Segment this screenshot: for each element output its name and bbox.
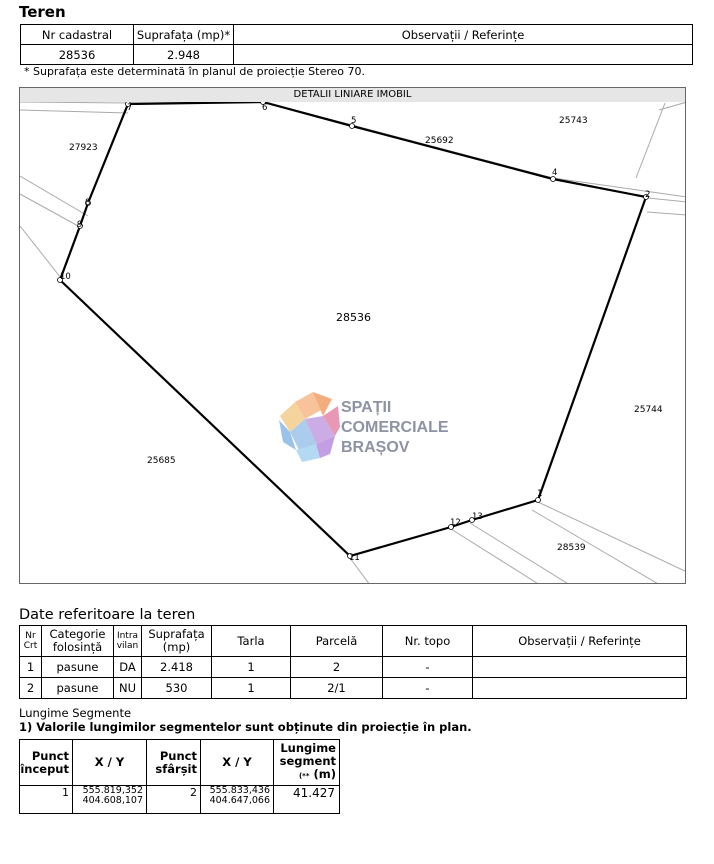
vertex-markers [58,102,649,559]
header-nr-crt-line1: Nr [25,631,36,641]
point-label-11: 11 [349,553,360,563]
segmente-table [19,739,340,814]
header-suprafata-line1: Suprafața [148,627,205,641]
header-punct-inceput [20,740,73,786]
cell-nr: 2 [20,678,42,699]
header-intravilan-line1: Intra [116,631,139,641]
table-row [20,786,340,814]
watermark-line-3: BRAȘOV [341,439,410,456]
header-suprafata [142,626,212,657]
header-lungime-unit: (m) [313,767,336,781]
cell-nr-cadastral: 28536 [21,45,134,65]
map-header: DETALII LINIARE IMOBIL [20,88,685,102]
cell-intravilan: NU [114,678,142,699]
cell-tarla: 1 [212,678,291,699]
road-left-edge [20,110,128,113]
header-categorie-line1: Categorie [49,627,106,641]
header-lungime-note: (** [298,772,310,780]
header-punct-inceput-line1: Punct [31,748,69,763]
parcel-label-main: 28536 [336,311,371,324]
header-punct-sfarsit [147,740,201,786]
cell-observatii [473,678,687,699]
header-categorie-line2: folosință [52,640,103,654]
header-lungime-line2: segment [279,754,336,768]
teren-table [20,24,693,65]
point-label-2: 2 [645,190,651,200]
road-right-edge-lower [647,212,686,215]
neighbor-line-28539a [538,502,686,572]
cell-xy-end [201,786,274,814]
section-title-teren: Teren [19,3,66,21]
parcel-label-28539: 28539 [557,543,586,553]
header-categorie [42,626,114,657]
teren-footnote: * Suprafața este determinată în planul de proiecție Stereo 70. [24,65,366,78]
cell-parcela: 2 [291,657,383,678]
cell-punct-sfarsit: 2 [147,786,201,814]
watermark-line-1: SPAȚII [341,399,392,416]
date-table [19,625,687,699]
header-punct-sfarsit-line1: Punct [159,748,197,763]
header-suprafata-line2: (mp) [162,640,191,654]
table-row [20,657,687,678]
point-label-13: 13 [472,512,483,522]
section-title-segmente: Lungime Segmente [19,706,132,720]
parcel-label-25692: 25692 [425,136,454,146]
cell-x-start: 555.819,352 [82,785,143,796]
watermark-logo [279,392,449,462]
point-label-10: 10 [60,272,71,282]
parcel-label-25685: 25685 [147,456,176,466]
header-intravilan [114,626,142,657]
point-label-6: 6 [262,103,268,113]
point-label-12: 12 [450,518,461,528]
header-lungime-segment [274,740,340,786]
neighbor-line-28539d [470,523,570,584]
cell-categorie: pasune [42,657,114,678]
road-right-edge [553,178,686,202]
section-title-date: Date referitoare la teren [19,607,196,623]
cell-lungime: 41.427 [274,786,340,814]
cell-suprafata: 2.948 [134,45,234,65]
header-xy-end: X / Y [201,740,274,786]
parcel-boundary [60,102,646,556]
neighbor-line-25743b [636,103,665,178]
watermark-text [341,399,449,456]
header-observatii: Observații / Referințe [473,626,687,657]
header-punct-sfarsit-line2: sfârșit [155,761,197,776]
parcel-plan-svg [20,102,686,584]
cell-suprafata: 530 [142,678,212,699]
header-nr-topo: Nr. topo [383,626,473,657]
cell-xy-start [73,786,147,814]
point-label-8: 8 [85,198,91,208]
header-observatii: Observații / Referințe [234,25,693,45]
neighbor-line-27923a [20,176,91,216]
neighbor-line-25685 [20,226,61,278]
header-parcela: Parcelă [291,626,383,657]
cell-y-end: 404.647,066 [209,795,270,806]
header-xy-start: X / Y [73,740,147,786]
point-label-5: 5 [351,116,357,126]
header-nr-cadastral: Nr cadastral [21,25,134,45]
table-header-row [20,626,687,657]
cell-nr: 1 [20,657,42,678]
header-nr-crt [20,626,42,657]
neighbor-line-27923b [20,194,80,227]
cell-intravilan: DA [114,657,142,678]
cell-nr-topo: - [383,678,473,699]
header-suprafata: Suprafața (mp)* [134,25,234,45]
point-label-1: 1 [537,489,543,499]
table-row [20,678,687,699]
parcel-label-25743: 25743 [559,116,588,126]
segmente-subtitle: 1) Valorile lungimilor segmentelor sunt obținute din proiecție în plan. [19,720,472,734]
cell-punct-inceput: 1 [20,786,73,814]
cell-tarla: 1 [212,657,291,678]
neighbor-boundaries [20,102,686,584]
header-lungime-line1: Lungime [280,741,336,755]
cell-observatii [473,657,687,678]
parcel-label-25744: 25744 [634,405,663,415]
cell-observatii [234,45,693,65]
point-label-4: 4 [552,168,558,178]
point-label-9: 9 [77,220,83,230]
header-tarla: Tarla [212,626,291,657]
watermark-line-2: COMERCIALE [341,419,449,436]
cell-nr-topo: - [383,657,473,678]
cell-x-end: 555.833,436 [209,785,270,796]
cell-categorie: pasune [42,678,114,699]
header-punct-inceput-line2: început [20,761,69,776]
cell-parcela: 2/1 [291,678,383,699]
watermark-cube-icon [279,392,340,462]
neighbor-line-28539c [451,529,540,584]
parcel-map [19,87,686,584]
point-label-7: 7 [127,103,133,113]
table-header-row [20,740,340,786]
cell-suprafata: 2.418 [142,657,212,678]
cell-y-start: 404.608,107 [82,795,143,806]
table-header-row [21,25,693,45]
header-nr-crt-line2: Crt [23,641,38,651]
header-intravilan-line2: vilan [116,641,139,651]
table-row [21,45,693,65]
parcel-label-27923: 27923 [69,143,98,153]
